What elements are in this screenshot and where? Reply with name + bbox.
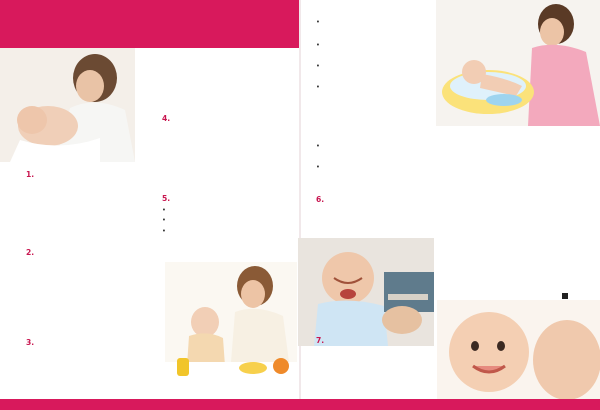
section-3-body xyxy=(26,350,152,366)
section-4-body xyxy=(162,126,294,190)
bullet-icon: • xyxy=(316,83,320,91)
bullet-icon: • xyxy=(316,18,320,26)
section-6-heading: 6. xyxy=(316,195,325,204)
list-item xyxy=(162,227,294,236)
section-4-heading: 4. xyxy=(162,114,171,123)
list-item xyxy=(316,83,434,141)
bullet-icon: • xyxy=(162,226,166,235)
smiling-baby-photo xyxy=(437,300,600,399)
list-item xyxy=(162,206,294,215)
section-1-heading: 1. xyxy=(26,170,35,179)
section-2-body xyxy=(26,260,152,334)
right-column-lower xyxy=(316,332,434,384)
far-right-body-1 xyxy=(452,130,566,166)
section-7-heading: 7. xyxy=(316,336,325,345)
baby-vaccination-photo xyxy=(298,238,434,346)
far-right-column xyxy=(452,130,566,278)
section-3-heading: 3. xyxy=(26,338,35,347)
end-of-article-marker xyxy=(562,293,568,299)
section-1-body xyxy=(26,182,152,244)
right-column xyxy=(316,4,434,235)
list-item xyxy=(316,163,434,191)
bullet-icon: • xyxy=(162,206,166,214)
list-item xyxy=(316,142,434,162)
middle-column xyxy=(162,54,294,237)
list-item xyxy=(162,216,294,225)
mother-bathing-baby-photo xyxy=(436,0,600,126)
list-item xyxy=(316,41,434,61)
section-2-heading: 2. xyxy=(26,248,35,257)
bullet-icon: • xyxy=(316,163,320,171)
bullet-icon: • xyxy=(162,216,166,225)
continued-body xyxy=(316,4,434,18)
bullet-icon: • xyxy=(316,142,320,150)
section-6-body xyxy=(316,207,434,235)
section-7-body xyxy=(316,348,434,384)
mother-feeding-baby-photo xyxy=(0,48,135,162)
intro-body xyxy=(162,54,294,110)
mother-spoon-feeding-baby-photo xyxy=(165,262,297,384)
section-5-heading: 5. xyxy=(162,194,171,203)
list-item xyxy=(316,18,434,40)
bullet-icon: • xyxy=(316,41,320,49)
right-column-list xyxy=(316,18,434,191)
header-band xyxy=(0,0,300,48)
left-column xyxy=(26,166,152,366)
list-item xyxy=(316,62,434,82)
far-right-body-2 xyxy=(452,166,566,278)
bottom-color-bar xyxy=(0,399,600,410)
bullet-icon: • xyxy=(316,62,320,70)
section-5-list xyxy=(162,206,294,236)
